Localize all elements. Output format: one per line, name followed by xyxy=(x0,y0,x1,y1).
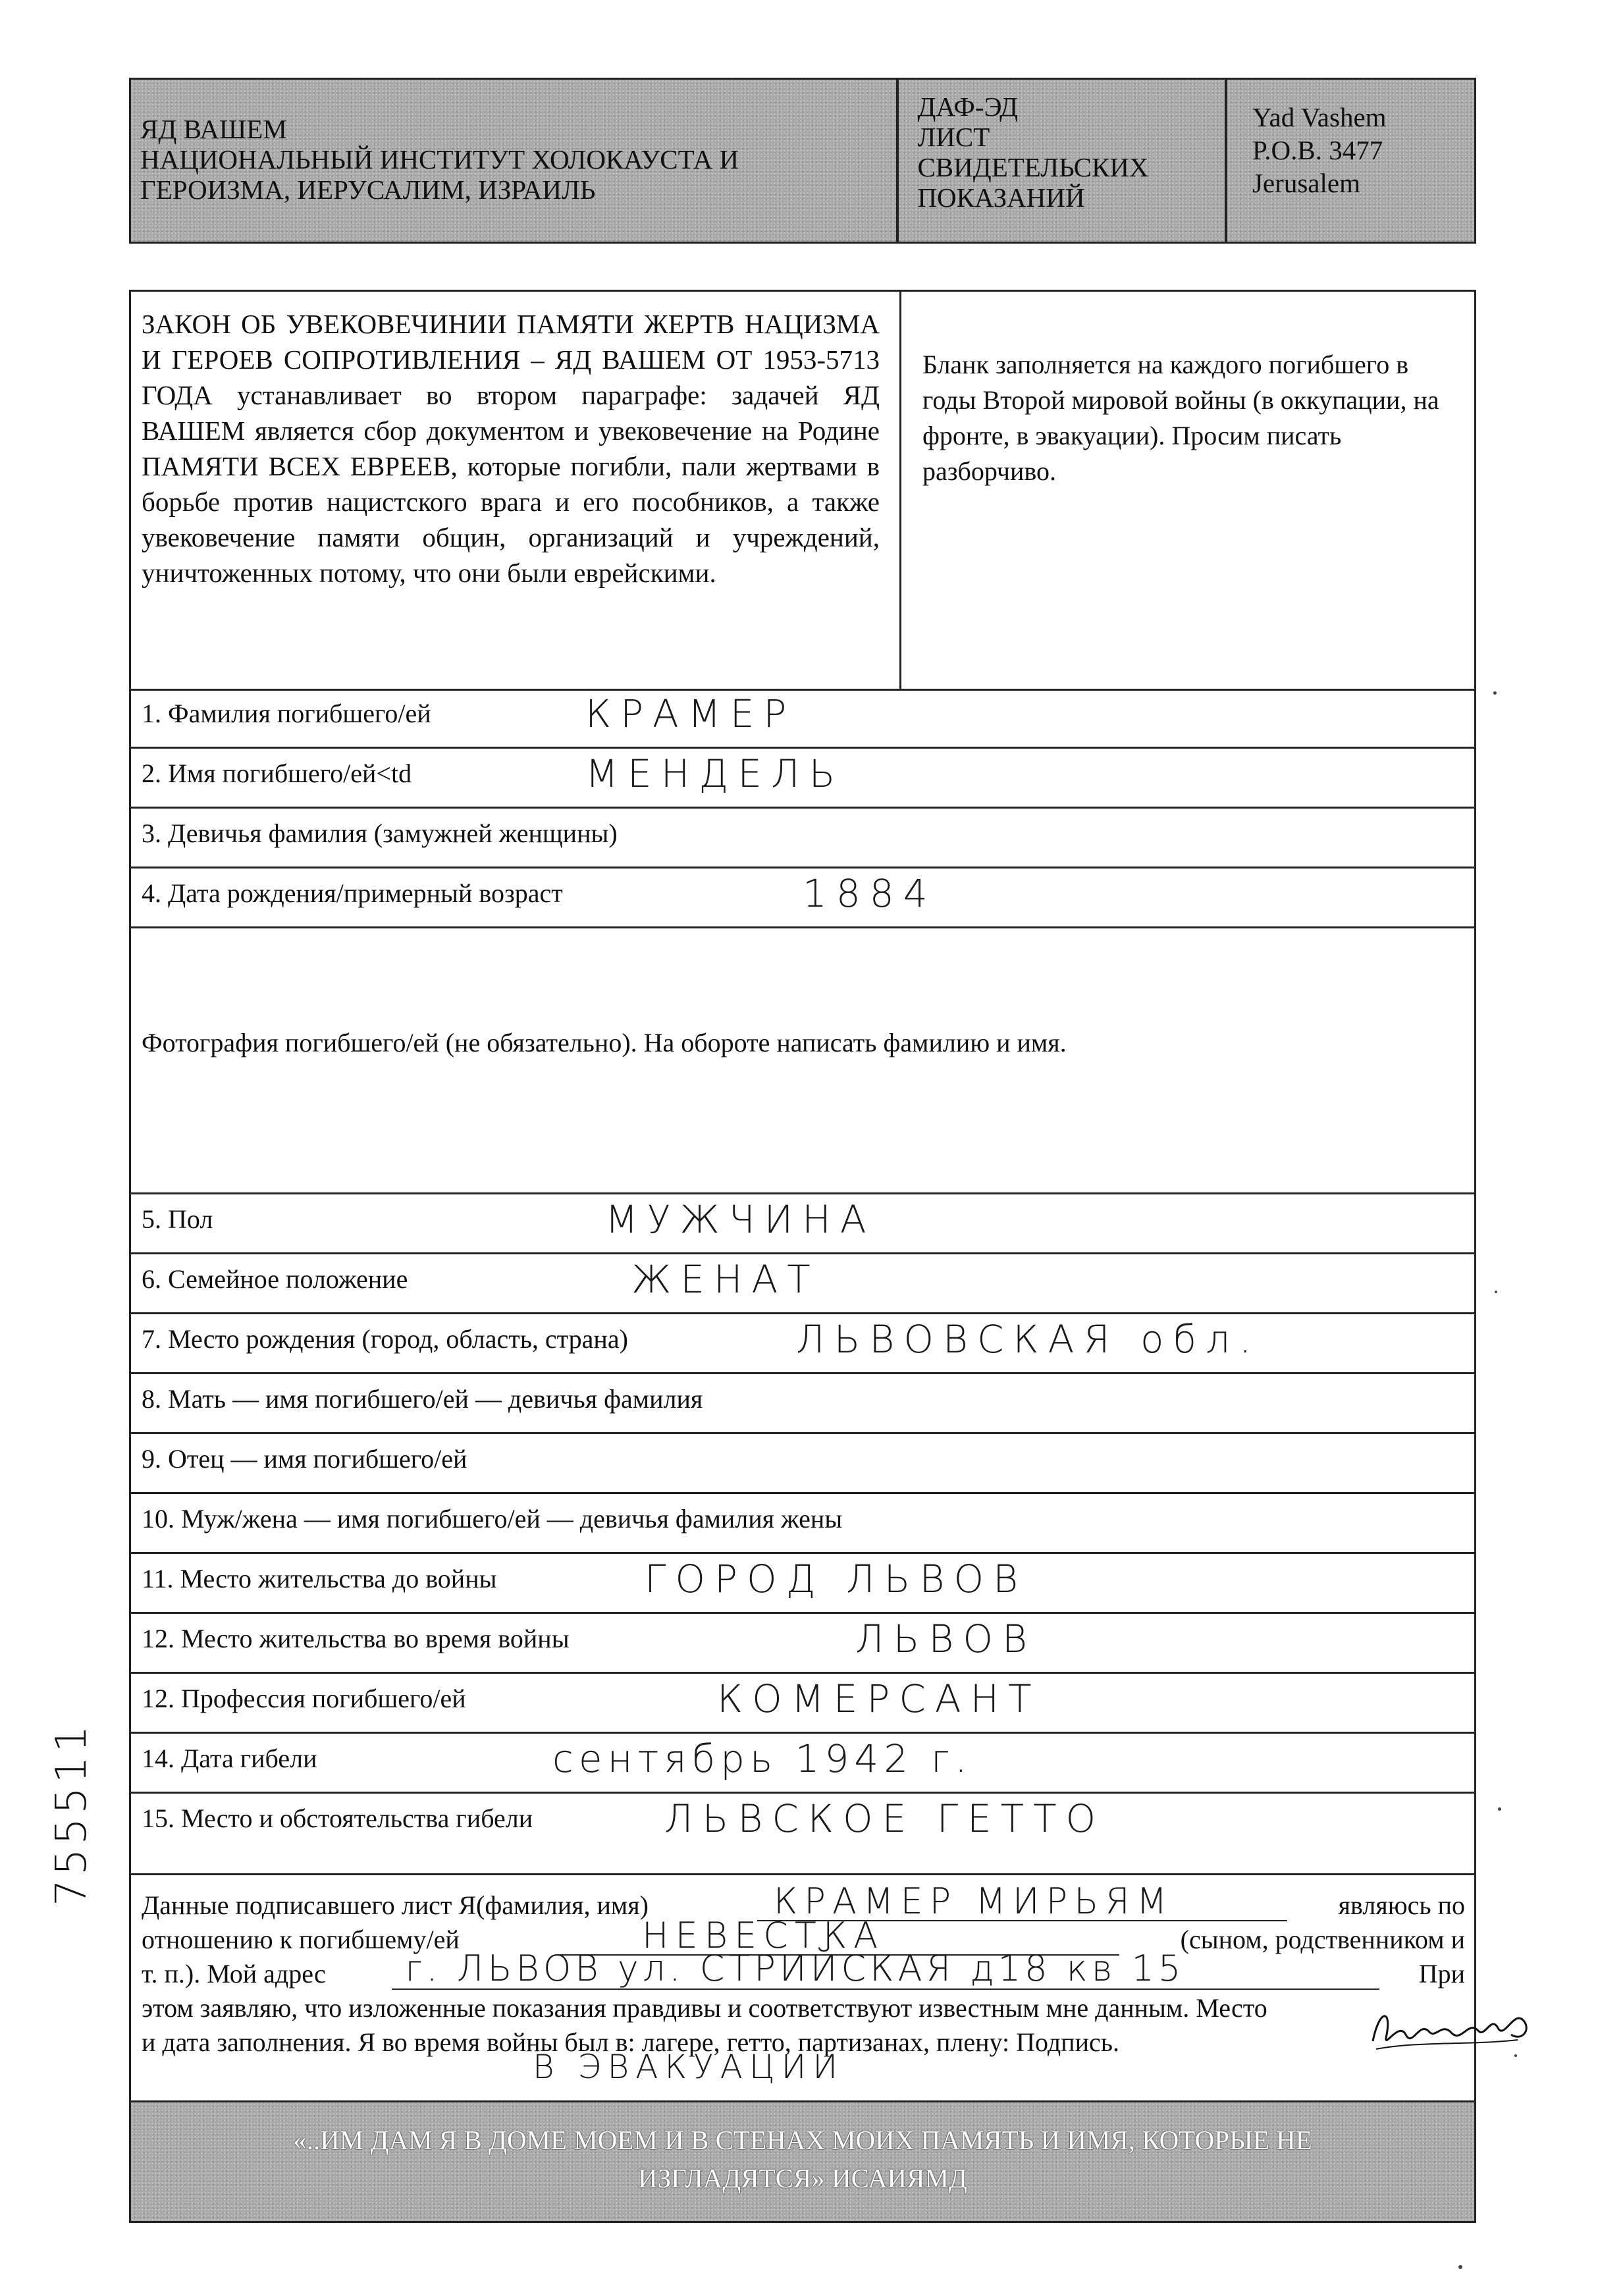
institute-line: ЯД ВАШЕМ xyxy=(140,114,287,144)
declaration-text: отношению к погибшему/ей xyxy=(142,1925,460,1954)
field-value: ГОРОД ЛЬВОВ xyxy=(645,1557,1028,1601)
field-birthplace[interactable] xyxy=(131,1314,1474,1374)
institute-name xyxy=(131,80,899,242)
field-wartime-residence[interactable] xyxy=(131,1614,1474,1674)
form-title-line: СВИДЕТЕЛЬСКИХ xyxy=(917,152,1149,182)
declaration-line-4 xyxy=(142,1992,1465,2029)
field-prewar-residence[interactable] xyxy=(131,1554,1474,1614)
quote-line: ИЗГЛАДЯТСЯ» ИСАИЯМД xyxy=(638,2163,967,2193)
field-mother[interactable] xyxy=(131,1374,1474,1434)
signer-name[interactable]: КРАМЕР МИРЬЯМ xyxy=(774,1881,1174,1922)
signature-icon xyxy=(1366,2002,1537,2061)
signer-address[interactable]: г. ЛЬВОВ ул. СТРИЙСКАЯ д18 кв 15 xyxy=(405,1948,1185,1989)
relation-value[interactable]: НЕВЕСТКА xyxy=(642,1915,885,1956)
intro-section xyxy=(131,292,1474,691)
instructions-note: Бланк заполняется на каждого погибшего в годы Второй мировой войны (в оккупации, на фронте, в эвакуации). Просим писать разборчиво. xyxy=(922,350,1439,486)
field-label: Фотография погибшего/ей (не обязательно). На обороте написать фамилию и имя. xyxy=(142,1028,1067,1057)
declaration-text: этом заявляю, что изложенные показания правдивы и соответствуют известным мне данным. Место xyxy=(142,1993,1267,2023)
field-label: 3. Девичья фамилия (замужней женщины) xyxy=(142,818,618,848)
field-value: сентябрь 1942 г. xyxy=(552,1736,972,1781)
declaration-text: (сыном, родственником и xyxy=(1180,1925,1465,1954)
institute-line: ГЕРОИЗМА, ИЕРУСАЛИМ, ИЗРАИЛЬ xyxy=(140,174,596,205)
field-value: ЖЕНАТ xyxy=(631,1257,820,1302)
field-value: 1884 xyxy=(803,871,937,916)
postal-address xyxy=(1227,80,1474,242)
quote-line: «..ИМ ДАМ Я В ДОМЕ МОЕМ И В СТЕНАХ МОИХ ПАМЯТЬ И ИМЯ, КОТОРЫЕ НЕ xyxy=(293,2125,1312,2155)
declaration-text: и дата заполнения. Я во время войны был в: лагере, гетто, партизанах, плену: Подпись. xyxy=(142,2027,1119,2057)
form-title-line: ДАФ-ЭД xyxy=(917,92,1019,122)
declaration-text: т. п.). Мой адрес xyxy=(142,1959,326,1989)
address-line: Yad Vashem xyxy=(1252,102,1387,132)
footer-quote xyxy=(131,2102,1474,2221)
field-value: ЛЬВСКОЕ ГЕТТО xyxy=(664,1796,1105,1841)
field-label: 10. Муж/жена — имя погибшего/ей — девичья фамилия жены xyxy=(142,1504,843,1534)
declaration-text: При xyxy=(1418,1959,1465,1989)
field-marital-status[interactable] xyxy=(131,1254,1474,1314)
form-title xyxy=(899,80,1227,242)
field-profession[interactable] xyxy=(131,1674,1474,1734)
scan-speck xyxy=(1498,1807,1501,1811)
testimony-form xyxy=(129,290,1476,2223)
field-label: 11. Место жительства до войны xyxy=(142,1564,497,1593)
institute-line: НАЦИОНАЛЬНЫЙ ИНСТИТУТ ХОЛОКАУСТА И xyxy=(140,144,739,174)
field-label: 14. Дата гибели xyxy=(142,1744,317,1773)
signer-declaration xyxy=(131,1875,1474,2102)
field-maiden-name[interactable] xyxy=(131,809,1474,868)
field-label: 7. Место рождения (город, область, страна) xyxy=(142,1324,628,1354)
field-label: 4. Дата рождения/примерный возраст xyxy=(142,878,563,908)
wartime-location[interactable]: В ЭВАКУАЦИИ xyxy=(533,2048,845,2086)
field-death-date[interactable] xyxy=(131,1734,1474,1794)
field-first-name[interactable] xyxy=(131,749,1474,809)
field-birth-date[interactable] xyxy=(131,868,1474,928)
law-text: ЗАКОН ОБ УВЕКОВЕЧИНИИ ПАМЯТИ ЖЕРТВ НАЦИЗМА И ГЕРОЕВ СОПРОТИВЛЕНИЯ – ЯД ВАШЕМ ОТ 1953-5713 ГОДА устанавливает во втором параграфе: задачей ЯД ВАШЕМ является сбор документом и увековечение на Родине ПАМЯТИ ВСЕХ ЕВРЕЕВ, которые погибли, пали жертвами в борьбе против нацистского врага и его пособников, а также увековечение памяти общин, организаций и учреждений, уничтоженных потому, что они были еврейскими. xyxy=(131,292,901,689)
field-value: МЕНДЕЛЬ xyxy=(585,751,845,796)
field-value: МУЖЧИНА xyxy=(605,1197,876,1242)
field-value: ЛЬВОВСКАЯ обл. xyxy=(796,1317,1261,1362)
field-label: 6. Семейное положение xyxy=(142,1264,408,1294)
field-label: 12. Место жительства во время войны xyxy=(142,1624,570,1653)
field-label: 12. Профессия погибшего/ей xyxy=(142,1684,466,1713)
field-spouse[interactable] xyxy=(131,1494,1474,1554)
scan-speck xyxy=(1458,2265,1462,2269)
declaration-text: Данные подписавшего лист Я(фамилия, имя) xyxy=(142,1890,649,1920)
field-surname[interactable] xyxy=(131,689,1474,749)
form-title-line: ЛИСТ xyxy=(917,122,990,152)
form-header xyxy=(129,78,1476,244)
field-label: 5. Пол xyxy=(142,1204,213,1234)
field-father[interactable] xyxy=(131,1434,1474,1494)
scan-speck xyxy=(1495,1291,1497,1293)
field-label: 8. Мать — имя погибшего/ей — девичья фамилия xyxy=(142,1384,703,1414)
field-label: 2. Имя погибшего/ей<td xyxy=(142,759,412,788)
scan-speck xyxy=(1493,691,1497,695)
form-title-line: ПОКАЗАНИЙ xyxy=(917,182,1085,213)
field-photo[interactable] xyxy=(131,928,1474,1194)
field-label: 1. Фамилия погибшего/ей xyxy=(142,699,431,728)
field-value: ЛЬВОВ xyxy=(855,1616,1037,1661)
declaration-text: являюсь по xyxy=(1338,1890,1465,1920)
scan-speck xyxy=(1514,2054,1517,2057)
field-label: 9. Отец — имя погибшего/ей xyxy=(142,1444,467,1474)
address-line: P.O.B. 3477 xyxy=(1252,135,1383,165)
field-death-place[interactable] xyxy=(131,1794,1474,1875)
field-gender[interactable] xyxy=(131,1194,1474,1254)
field-value: КРАМЕР xyxy=(585,691,796,736)
archive-number: 755511 xyxy=(47,1721,96,1906)
field-label: 15. Место и обстоятельства гибели xyxy=(142,1803,533,1833)
declaration-line-3 xyxy=(142,1948,1465,1994)
address-line: Jerusalem xyxy=(1252,168,1360,198)
field-value: КОМЕРСАНТ xyxy=(717,1676,1041,1721)
